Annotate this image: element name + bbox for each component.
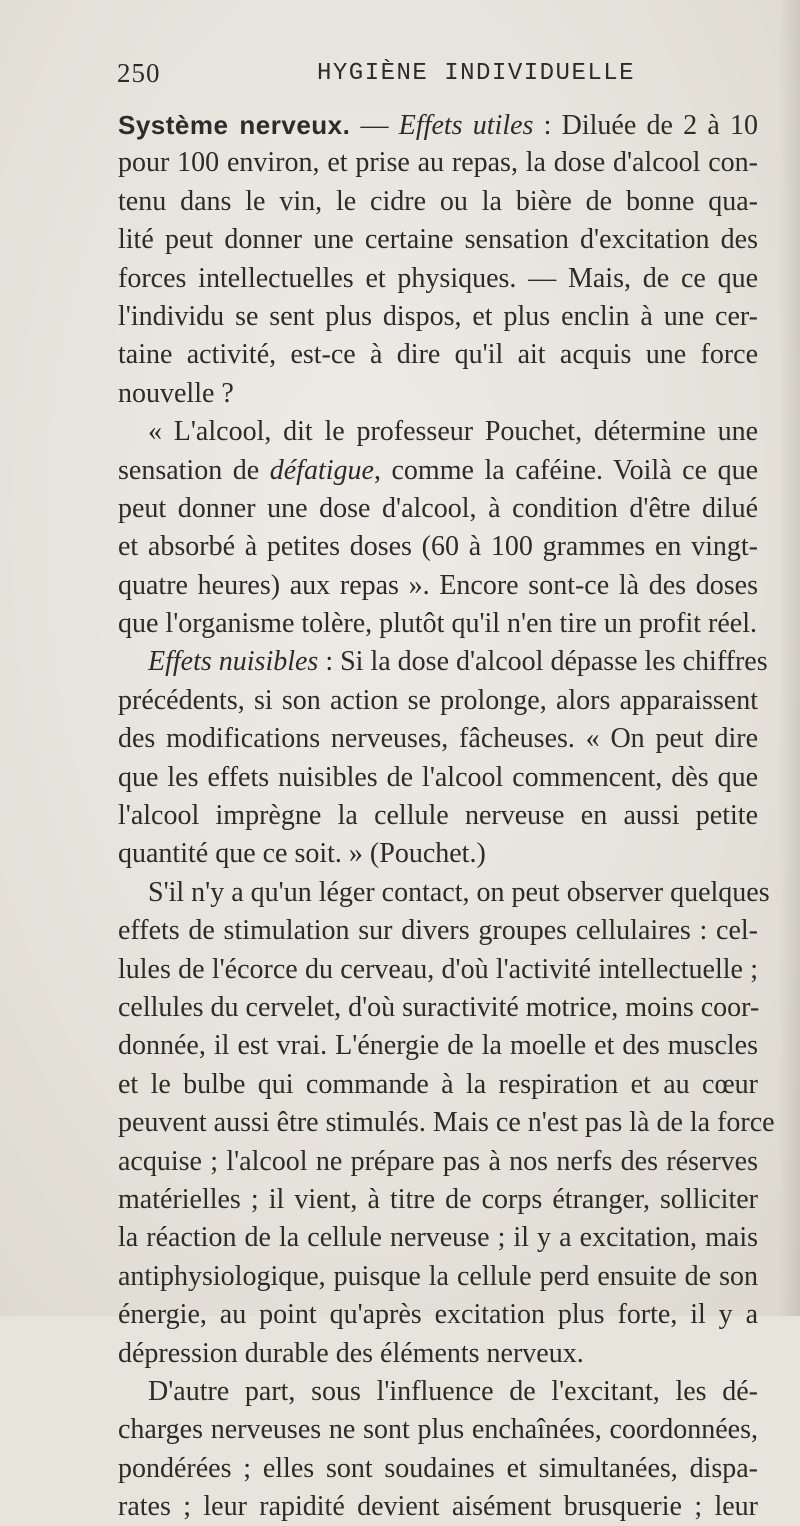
section-heading: Système nerveux. [118, 110, 351, 140]
text-line: taine activité, est-ce à dire qu'il ait acquis une force [118, 339, 758, 371]
running-head [117, 58, 757, 94]
text-line: charges nerveuses ne sont plus enchaînées, coordonnées, [118, 1414, 758, 1446]
text-line: et le bulbe qui commande à la respiration et au cœur [118, 1068, 758, 1100]
text-line: l'individu se sent plus dispos, et plus enclin à une cer- [118, 300, 758, 332]
text-line: lules de l'écorce du cerveau, d'où l'activité intellectuelle ; [118, 953, 758, 985]
running-title: HYGIÈNE INDIVIDUELLE [317, 60, 636, 87]
text-line: lité peut donner une certaine sensation d'excitation des [118, 224, 758, 256]
text-line: l'alcool imprègne la cellule nerveuse en aussi petite [118, 800, 758, 832]
text-line: donnée, il est vrai. L'énergie de la moelle et des muscles [118, 1030, 758, 1062]
text-line: et absorbé à petites doses (60 à 100 grammes en vingt- [118, 531, 758, 563]
text-line: que les effets nuisibles de l'alcool commencent, dès que [118, 761, 758, 793]
text-line: tenu dans le vin, le cidre ou la bière de bonne qua- [118, 185, 758, 217]
body-text [118, 106, 775, 1526]
text-line: sensation de défatigue, comme la caféine. Voilà ce que [118, 454, 759, 486]
text-line: précédents, si son action se prolonge, alors apparaissent [118, 684, 758, 716]
italic-term: défatigue [269, 454, 374, 486]
text-line: des modifications nerveuses, fâcheuses. « On peut dire [118, 723, 758, 755]
text-line: effets de stimulation sur divers groupes cellulaires : cel- [118, 915, 758, 947]
text-line: quatre heures) aux repas ». Encore sont-ce là des doses [118, 569, 758, 601]
text-line: cellules du cervelet, d'où suractivité motrice, moins coor- [118, 991, 760, 1023]
text-line: forces intellectuelles et physiques. — Mais, de ce que [118, 262, 758, 294]
text-line: matérielles ; il vient, à titre de corps étranger, solliciter [118, 1183, 758, 1215]
text-line: la réaction de la cellule nerveuse ; il y a excitation, mais [118, 1222, 758, 1254]
text-line: Système nerveux. — Effets utiles : Diluée de 2 à 10 [118, 110, 758, 141]
text-line: peut donner une dose d'alcool, à condition d'être dilué [118, 492, 758, 524]
text-line: rates ; leur rapidité devient aisément brusquerie ; leur [118, 1491, 758, 1523]
text-line: acquise ; l'alcool ne prépare pas à nos nerfs des réserves [118, 1145, 758, 1177]
italic-subheading: Effets nuisibles [148, 646, 319, 678]
text-line: Effets nuisibles : Si la dose d'alcool dépasse les chiffres [148, 646, 768, 678]
text-line: quantité que ce soit. » (Pouchet.) [118, 838, 486, 870]
text-line: antiphysiologique, puisque la cellule perd ensuite de son [118, 1260, 758, 1292]
text-line: pondérées ; elles sont soudaines et simultanées, dispa- [118, 1452, 758, 1484]
italic-subheading: Effets utiles [398, 110, 534, 141]
text-line: « L'alcool, dit le professeur Pouchet, détermine une [148, 416, 758, 448]
text-line: dépression durable des éléments nerveux. [118, 1337, 584, 1369]
text-line: pour 100 environ, et prise au repas, la dose d'alcool con- [118, 147, 758, 179]
text-line: peuvent aussi être stimulés. Mais ce n'est pas là de la force [118, 1107, 775, 1139]
text-line: nouvelle ? [118, 377, 234, 409]
text-line: que l'organisme tolère, plutôt qu'il n'en tire un profit réel. [118, 608, 758, 640]
page-number: 250 [117, 58, 161, 88]
page-edge-shadow [778, 0, 800, 1316]
text-line: S'il n'y a qu'un léger contact, on peut observer quelques [148, 876, 770, 908]
text-line: D'autre part, sous l'influence de l'excitant, les dé- [148, 1375, 758, 1407]
text-line: énergie, au point qu'après excitation plus forte, il y a [118, 1299, 758, 1331]
